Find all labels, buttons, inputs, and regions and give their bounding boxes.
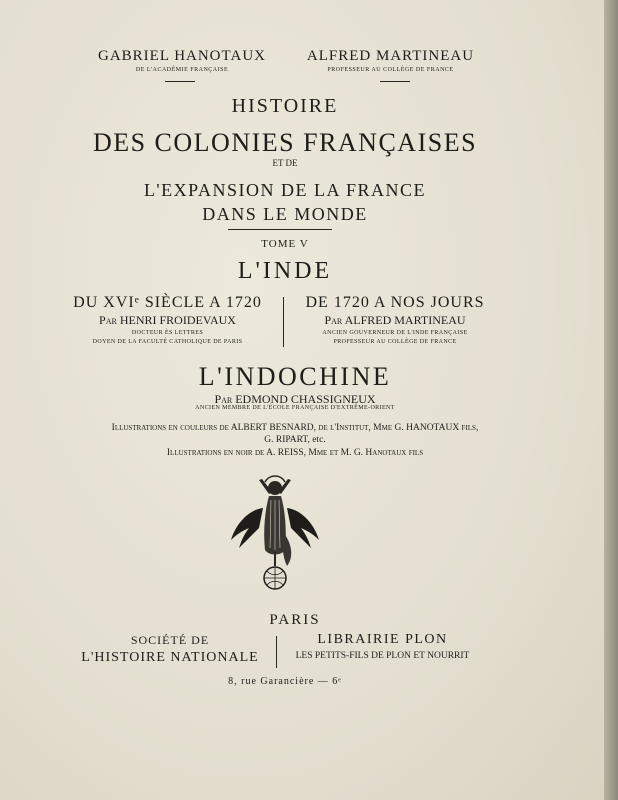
part1-right-column bbox=[290, 294, 500, 346]
illustrations-line-3: Illustrations en noir de A. REISS, Mme et M. G. Hanotaux fils bbox=[166, 448, 424, 458]
author-title: DE L'ACADÉMIE FRANÇAISE bbox=[135, 67, 229, 73]
publisher-left-line-1: SOCIÉTÉ DE bbox=[130, 633, 210, 647]
credential: DOYEN DE LA FACULTÉ CATHOLIQUE DE PARIS bbox=[92, 339, 243, 345]
part2-heading: L'INDOCHINE bbox=[198, 362, 392, 391]
divider bbox=[228, 229, 332, 230]
publisher-right-line-2: LES PETITS-FILS DE PLON ET NOURRIT bbox=[295, 651, 470, 661]
publisher-left bbox=[70, 633, 270, 666]
publisher-divider bbox=[276, 636, 277, 668]
part2-credential: ANCIEN MEMBRE DE L'ÉCOLE FRANÇAISE D'EXTRÊME-ORIENT bbox=[195, 405, 395, 411]
credential: ANCIEN GOUVERNEUR DE L'INDE FRANÇAISE bbox=[322, 330, 468, 336]
illustrations-line-1: Illustrations en couleurs de ALBERT BESNARD, de l'Institut, Mme G. HANOTAUX fils, bbox=[111, 423, 479, 433]
column-divider bbox=[283, 297, 284, 347]
author-line: Par ALFRED MARTINEAU bbox=[324, 313, 466, 327]
period-left: DU XVIᵉ SIÈCLE A 1720 bbox=[73, 294, 262, 311]
publisher-right-line-1: LIBRAIRIE PLON bbox=[317, 632, 448, 647]
tome-label: TOME V bbox=[261, 238, 309, 250]
title-line-1: HISTOIRE bbox=[231, 95, 339, 117]
part1-heading: L'INDE bbox=[237, 258, 333, 284]
title-line-5: DANS LE MONDE bbox=[202, 204, 368, 224]
credential: PROFESSEUR AU COLLÈGE DE FRANCE bbox=[333, 339, 457, 345]
author-martineau bbox=[298, 48, 483, 73]
title-line-2: DES COLONIES FRANÇAISES bbox=[92, 128, 478, 157]
author-name: GABRIEL HANOTAUX bbox=[98, 48, 266, 64]
publisher-address: 8, rue Garancière — 6ᵉ bbox=[228, 676, 342, 687]
author-hanotaux bbox=[92, 48, 272, 73]
author-line: Par HENRI FROIDEVAUX bbox=[99, 313, 236, 327]
city: PARIS bbox=[269, 612, 321, 628]
credential: DOCTEUR ÈS LETTRES bbox=[131, 330, 204, 336]
publisher-right bbox=[280, 632, 485, 661]
divider bbox=[380, 81, 410, 82]
title-line-4: L'EXPANSION DE LA FRANCE bbox=[143, 180, 427, 200]
part1-left-column bbox=[55, 294, 280, 346]
title-line-3: ET DE bbox=[272, 158, 298, 168]
illustrations-line-2: G. RIPART, etc. bbox=[264, 435, 326, 445]
author-title: PROFESSEUR AU COLLÈGE DE FRANCE bbox=[327, 67, 454, 73]
author-name: ALFRED MARTINEAU bbox=[306, 48, 475, 64]
publisher-left-line-2: L'HISTOIRE NATIONALE bbox=[81, 650, 259, 665]
authors-block bbox=[0, 48, 604, 88]
period-right: DE 1720 A NOS JOURS bbox=[305, 294, 485, 311]
page-edge bbox=[604, 0, 618, 800]
divider bbox=[165, 81, 195, 82]
part2-author: Par EDMOND CHASSIGNEUX bbox=[214, 392, 376, 406]
angel-vignette bbox=[225, 470, 325, 600]
